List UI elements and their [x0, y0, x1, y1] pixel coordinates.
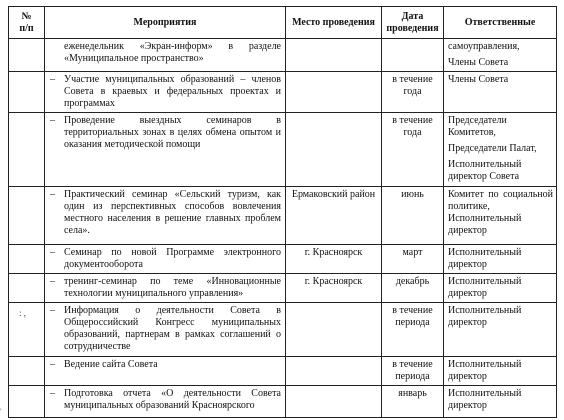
responsible-entry: Члены Совета: [448, 74, 509, 85]
event-text: тренинг-семинар по теме «Инновационные технологии муниципального управления»: [64, 276, 281, 299]
place-cell: [286, 72, 382, 113]
event-cell: [45, 245, 286, 274]
event-text: еженедельник «Экран-информ» в разделе «Муниципальное пространство»: [64, 41, 281, 64]
table-row: [9, 113, 557, 187]
event-cell: [45, 303, 286, 357]
row-number-cell: [9, 113, 45, 187]
place-cell: [286, 357, 382, 386]
date-cell: в течение года: [382, 113, 444, 187]
event-cell: [45, 274, 286, 303]
table-header-row: [9, 7, 557, 39]
row-marker: : ,: [19, 308, 27, 318]
table-row: [9, 303, 557, 357]
responsible-entry: Исполнительный директор: [448, 388, 522, 411]
table-row: [9, 386, 557, 418]
row-number-cell: [9, 357, 45, 386]
responsible-cell: [444, 357, 557, 386]
dash-marker: –: [50, 276, 55, 287]
table-row: [9, 72, 557, 113]
date-cell: декабрь: [382, 274, 444, 303]
row-marker: [9, 386, 44, 390]
date-cell: июнь: [382, 187, 444, 245]
row-marker: [9, 274, 44, 278]
responsible-cell: [444, 386, 557, 418]
dash-marker: –: [50, 74, 55, 85]
place-cell: г. Красноярск: [286, 245, 382, 274]
row-number-cell: [9, 274, 45, 303]
event-text: Практический семинар «Сельский туризм, как один из перспективных способов вовлечения местного населения в решение главных проблем села».: [64, 189, 281, 236]
dash-marker: –: [50, 359, 55, 370]
dash-marker: –: [50, 247, 55, 258]
responsible-entry: Исполнительный директор: [448, 247, 522, 270]
responsible-entry: Исполнительный директор Совета: [448, 159, 522, 182]
responsible-entry: Исполнительный директор: [448, 305, 522, 328]
place-cell: [286, 39, 382, 72]
responsible-entry: Председатели Комитетов,: [448, 115, 507, 138]
row-marker: [9, 72, 44, 76]
header-responsible: Ответственные: [444, 7, 557, 39]
row-number-cell: [9, 72, 45, 113]
table-row: [9, 357, 557, 386]
responsible-entry: Члены Совета: [448, 57, 509, 68]
table-row: [9, 274, 557, 303]
header-num: № п/п: [9, 7, 45, 39]
dash-marker: –: [50, 388, 55, 399]
event-text: Семинар по новой Программе электронного документооборота: [64, 247, 281, 270]
date-cell: март: [382, 245, 444, 274]
responsible-cell: [444, 274, 557, 303]
scan-mark: ': [0, 407, 2, 416]
place-cell: [286, 386, 382, 418]
row-marker: [9, 357, 44, 361]
responsible-cell: [444, 303, 557, 357]
event-cell: [45, 72, 286, 113]
responsible-cell: [444, 113, 557, 187]
event-text: Информация о деятельности Совета в Общероссийский Конгресс муниципальных образований, партнерам в рамках соглашений о сотрудничестве: [64, 305, 281, 352]
event-text: Подготовка отчета «О деятельности Совета муниципальных образований Красноярского: [64, 388, 281, 411]
table-row: [9, 245, 557, 274]
row-number-cell: [9, 187, 45, 245]
dash-marker: –: [50, 189, 55, 200]
place-cell: г. Красноярск: [286, 274, 382, 303]
row-marker: [9, 187, 44, 191]
responsible-cell: [444, 39, 557, 72]
events-table: [8, 6, 557, 418]
event-text: Ведение сайта Совета: [64, 359, 158, 370]
row-marker: [9, 113, 44, 117]
place-cell: Ермаковский район: [286, 187, 382, 245]
date-cell: в течение периода: [382, 303, 444, 357]
responsible-cell: [444, 187, 557, 245]
date-cell: в течение периода: [382, 357, 444, 386]
header-date: Дата проведения: [382, 7, 444, 39]
event-cell: [45, 39, 286, 72]
date-cell: январь: [382, 386, 444, 418]
event-cell: [45, 386, 286, 418]
event-cell: [45, 113, 286, 187]
header-event: Мероприятия: [45, 7, 286, 39]
dash-marker: –: [50, 305, 55, 316]
row-number-cell: [9, 303, 45, 357]
table-row: [9, 187, 557, 245]
responsible-entry: Исполнительный директор: [448, 276, 522, 299]
responsible-cell: [444, 72, 557, 113]
responsible-entry: Комитет по социальной политике, Исполнительный директор: [448, 189, 553, 236]
event-cell: [45, 357, 286, 386]
responsible-cell: [444, 245, 557, 274]
dash-marker: –: [50, 115, 55, 126]
table-row: [9, 39, 557, 72]
header-place: Место проведения: [286, 7, 382, 39]
row-number-cell: [9, 386, 45, 418]
row-number-cell: [9, 245, 45, 274]
responsible-entry: Исполнительный директор: [448, 359, 522, 382]
table-body: [9, 39, 557, 418]
event-text: Участие муниципальных образований – членов Совета в краевых и федеральных проектах и программах: [64, 74, 281, 109]
row-marker: [9, 245, 44, 249]
place-cell: [286, 303, 382, 357]
date-cell: в течение года: [382, 72, 444, 113]
responsible-entry: самоуправления,: [448, 41, 520, 52]
row-marker: [9, 39, 44, 43]
date-cell: [382, 39, 444, 72]
row-number-cell: [9, 39, 45, 72]
responsible-entry: Председатели Палат,: [448, 143, 537, 154]
event-cell: [45, 187, 286, 245]
place-cell: [286, 113, 382, 187]
event-text: Проведение выездных семинаров в территориальных зонах в целях обмена опытом и оказания методической помощи: [64, 115, 281, 150]
